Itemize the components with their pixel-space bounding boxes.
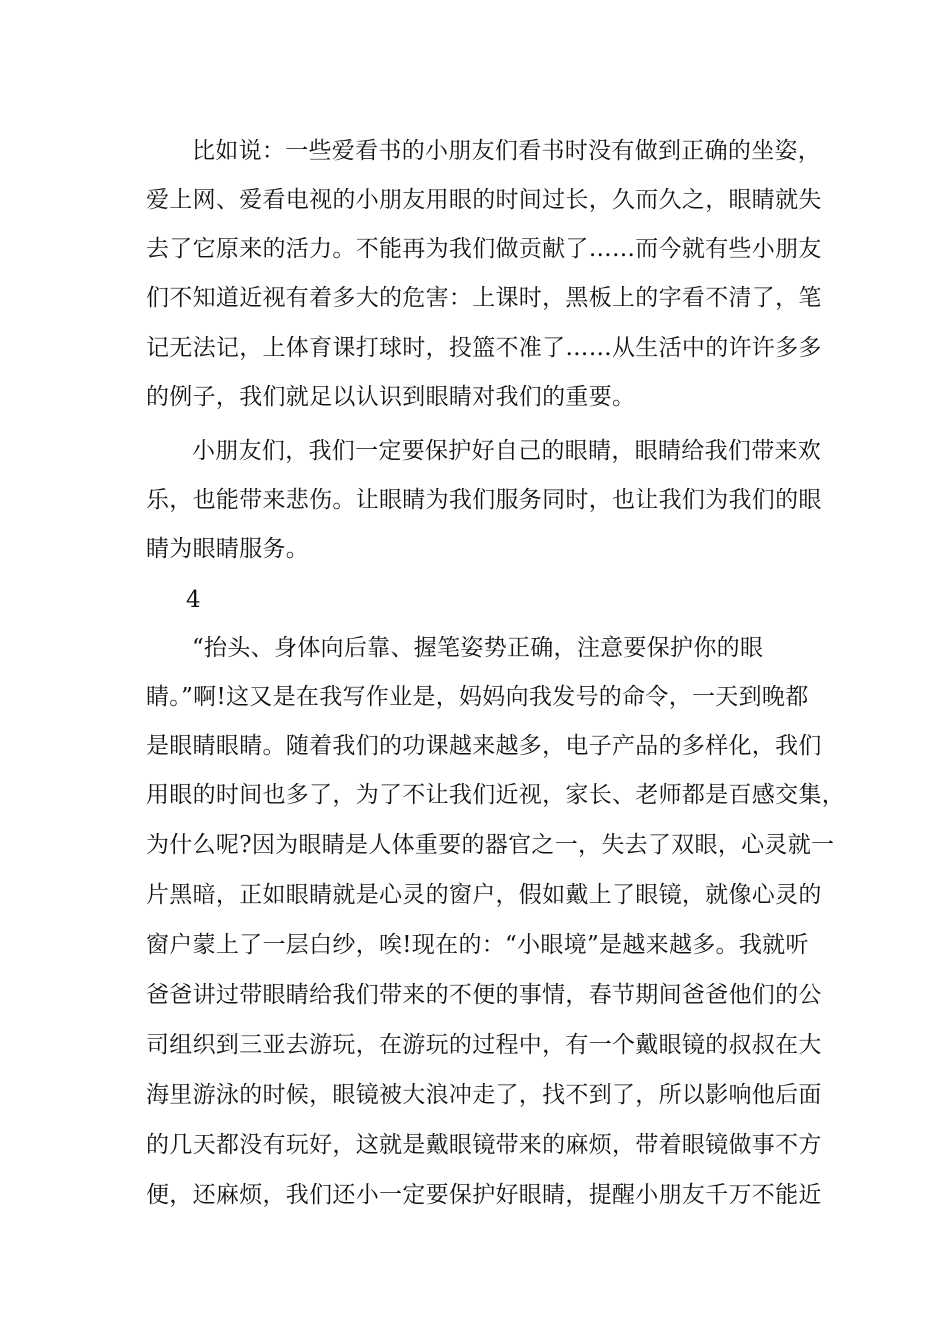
paragraph-3-line-8: 爸爸讲过带眼睛给我们带来的不便的事情，春节期间爸爸他们的公 [146,982,822,1008]
paragraph-2-line-2: 乐，也能带来悲伤。让眼睛为我们服务同时，也让我们为我们的眼 [146,487,822,513]
paragraph-3-line-7: 窗户蒙上了一层白纱，唉!现在的：“小眼境”是越来越多。我就听 [146,932,809,958]
paragraph-3-line-9: 司组织到三亚去游玩，在游玩的过程中，有一个戴眼镜的叔叔在大 [146,1032,822,1058]
paragraph-3-line-4: 用眼的时间也多了，为了不让我们近视，家长、老师都是百感交集， [146,782,845,808]
paragraph-1-line-4: 们不知道近视有着多大的危害：上课时，黑板上的字看不清了，笔 [146,285,822,311]
paragraph-3-line-10: 海里游泳的时候，眼镜被大浪冲走了，找不到了，所以影响他后面 [146,1082,822,1108]
paragraph-3-line-2: 睛。”啊!这又是在我写作业是，妈妈向我发号的命令，一天到晚都 [146,684,809,710]
paragraph-3-line-1: “抬头、身体向后靠、握笔姿势正确，注意要保护你的眼 [192,635,764,661]
paragraph-1-line-3: 去了它原来的活力。不能再为我们做贡献了……而今就有些小朋友 [146,236,822,262]
paragraph-3-line-6: 片黑暗，正如眼睛就是心灵的窗户，假如戴上了眼镜，就像心灵的 [146,882,822,908]
paragraph-2-line-1: 小朋友们，我们一定要保护好自己的眼睛，眼睛给我们带来欢 [192,438,822,464]
paragraph-3-line-11: 的几天都没有玩好，这就是戴眼镜带来的麻烦，带着眼镜做事不方 [146,1132,822,1158]
paragraph-2-line-3: 睛为眼睛服务。 [146,536,310,562]
paragraph-1-line-5: 记无法记，上体育课打球时，投篮不准了……从生活中的许许多多 [146,335,822,361]
paragraph-3-line-12: 便，还麻烦，我们还小一定要保护好眼睛，提醒小朋友千万不能近 [146,1182,822,1208]
paragraph-3-line-3: 是眼睛眼睛。随着我们的功课越来越多，电子产品的多样化，我们 [146,733,822,759]
paragraph-3-line-5: 为什么呢?因为眼睛是人体重要的器官之一，失去了双眼，心灵就一 [146,832,835,858]
paragraph-1-line-1: 比如说：一些爱看书的小朋友们看书时没有做到正确的坐姿， [192,138,822,164]
paragraph-1-line-6: 的例子，我们就足以认识到眼睛对我们的重要。 [146,384,636,410]
section-number: 4 [186,587,201,613]
paragraph-1-line-2: 爱上网、爱看电视的小朋友用眼的时间过长，久而久之，眼睛就失 [146,187,822,213]
